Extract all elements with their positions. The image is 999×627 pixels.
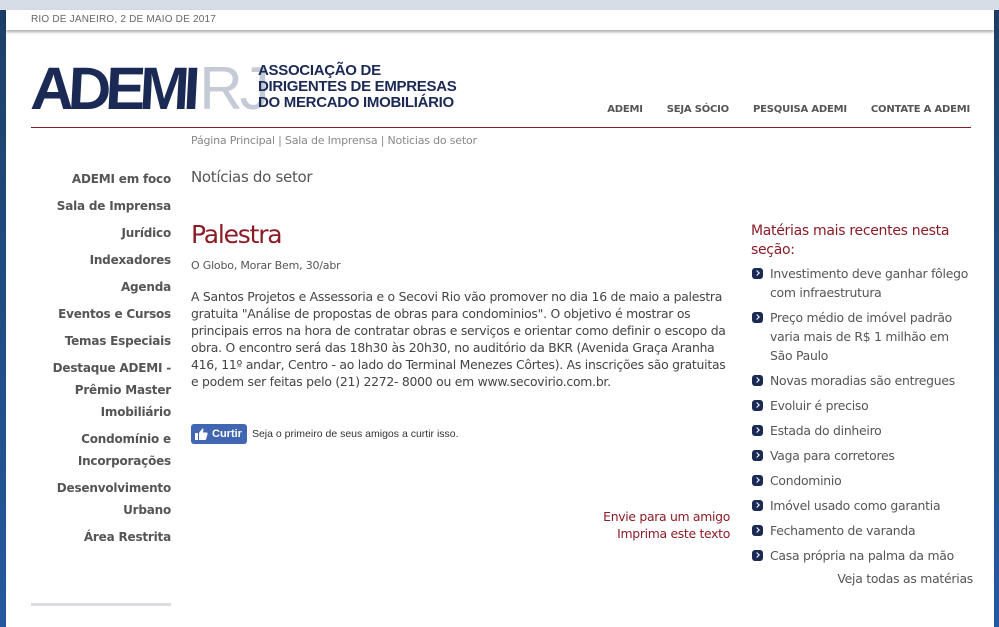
sidebar-nav (31, 168, 171, 553)
chevron-right-icon (752, 475, 763, 486)
chevron-right-icon (752, 500, 763, 511)
recent-article-item[interactable] (751, 546, 973, 565)
facebook-like-widget (191, 424, 459, 444)
recent-article-label: Imóvel usado como garantia (770, 498, 941, 513)
facebook-like-label: Curtir (212, 428, 242, 440)
article-body: A Santos Projetos e Assessoria e o Secovi Rio vão promover no dia 16 de maio a palestra gratuita "Análise de propostas de obras para condominios". O objetivo é mostrar os principais erros na hora de contratar obras e serviços e orientar como definir o escopo da obra. O encontro será das 18h30 às 20h30, no auditório da BKR (Avenida Graça Aranha 416, 11º andar, Centro - ao lado do Terminal Menezes Côrtes). As inscrições são gratuitas e podem ser feitas pelo (21) 2272- 8000 ou em www.secovirio.com.br. (191, 289, 726, 389)
sidebar-item-destaque-ademi[interactable]: Destaque ADEMI - Prêmio Master Imobiliário (52, 361, 171, 419)
top-strip (0, 0, 999, 10)
logo-tagline-line1: ASSOCIAÇÃO DE (258, 62, 381, 79)
recent-article-label: Fechamento de varanda (770, 523, 916, 538)
recent-articles-title: Matérias mais recentes nesta seção: (751, 223, 950, 258)
nav-ademi[interactable]: ADEMI (607, 104, 643, 115)
section-title: Notícias do setor (191, 168, 313, 186)
recent-article-item[interactable] (751, 496, 973, 515)
recent-article-label: Casa própria na palma da mão (770, 548, 954, 563)
logo-mark-ademi: ADEMI (25, 55, 198, 122)
logo-mark-rj: RJ (199, 55, 267, 122)
sidebar-item-area-restrita[interactable]: Área Restrita (83, 530, 171, 544)
chevron-right-icon (752, 375, 763, 386)
ademi-logo[interactable] (25, 55, 267, 122)
chevron-right-icon (752, 525, 763, 536)
recent-articles (751, 222, 973, 586)
top-nav (607, 104, 970, 115)
recent-article-item[interactable] (751, 371, 973, 390)
chevron-right-icon (752, 425, 763, 436)
logo-tagline-line2: DIRIGENTES DE EMPRESAS (258, 78, 457, 95)
article-title: Palestra (191, 220, 282, 249)
logo-tagline-line3: DO MERCADO IMOBILIÁRIO (258, 94, 454, 111)
breadcrumb (191, 134, 477, 147)
nav-pesquisa-ademi[interactable]: PESQUISA ADEMI (753, 104, 847, 115)
breadcrumb-separator: | (377, 134, 388, 147)
sidebar-item-indexadores[interactable]: Indexadores (89, 253, 171, 267)
current-date: RIO DE JANEIRO, 2 DE MAIO DE 2017 (31, 14, 216, 25)
article-source: O Globo, Morar Bem, 30/abr (191, 259, 341, 272)
facebook-like-text: Seja o primeiro de seus amigos a curtir isso. (251, 428, 459, 440)
recent-articles-list (751, 264, 973, 565)
recent-article-label: Estada do dinheiro (770, 423, 882, 438)
chevron-right-icon (752, 450, 763, 461)
recent-article-label: Investimento deve ganhar fôlego com infraestrutura (770, 266, 969, 300)
recent-article-item[interactable] (751, 521, 973, 540)
recent-article-label: Evoluir é preciso (770, 398, 869, 413)
sidebar-item-temas-especiais[interactable]: Temas Especiais (64, 334, 171, 348)
nav-seja-socio[interactable]: SEJA SÓCIO (666, 104, 729, 115)
chevron-right-icon (752, 550, 763, 561)
breadcrumb-sala-de-imprensa[interactable]: Sala de Imprensa (284, 134, 378, 147)
chevron-right-icon (752, 400, 763, 411)
breadcrumb-home[interactable]: Página Principal (191, 134, 275, 147)
breadcrumb-separator: | (274, 134, 285, 147)
see-all-articles-link[interactable]: Veja todas as matérias (837, 571, 973, 586)
sidebar-item-ademi-em-foco[interactable]: ADEMI em foco (71, 172, 171, 186)
sidebar-item-condominio[interactable]: Condomínio e Incorporações (77, 432, 171, 468)
window-edge-left (0, 0, 6, 627)
send-to-friend-link[interactable]: Envie para um amigo (603, 509, 730, 524)
sidebar-item-agenda[interactable]: Agenda (120, 280, 171, 294)
recent-article-label: Condominio (770, 473, 842, 488)
recent-article-item[interactable] (751, 421, 973, 440)
recent-article-item[interactable] (751, 264, 973, 302)
logo-tagline (258, 63, 456, 111)
sidebar-item-sala-de-imprensa[interactable]: Sala de Imprensa (56, 199, 171, 213)
chevron-right-icon (752, 312, 763, 323)
recent-article-label: Vaga para corretores (770, 448, 895, 463)
recent-article-item[interactable] (751, 308, 973, 365)
date-bar (6, 10, 994, 30)
recent-article-item[interactable] (751, 471, 973, 490)
sidebar-divider (31, 603, 171, 606)
recent-article-item[interactable] (751, 396, 973, 415)
thumbs-up-icon (195, 428, 208, 440)
recent-article-label: Preço médio de imóvel padrão varia mais de R$ 1 milhão em São Paulo (770, 310, 952, 363)
recent-article-label: Novas moradias são entregues (770, 373, 955, 388)
recent-article-item[interactable] (751, 446, 973, 465)
sidebar-item-eventos-e-cursos[interactable]: Eventos e Cursos (58, 307, 171, 321)
sidebar-item-desenvolvimento-urbano[interactable]: Desenvolvimento Urbano (56, 481, 171, 517)
chevron-right-icon (752, 268, 763, 279)
window-edge-right (994, 0, 999, 627)
breadcrumb-current: Noticias do setor (387, 134, 477, 147)
sidebar-item-juridico[interactable]: Jurídico (121, 226, 171, 240)
header-divider (31, 127, 971, 128)
nav-contate-a-ademi[interactable]: CONTATE A ADEMI (870, 104, 970, 115)
article-actions (603, 508, 730, 542)
facebook-like-button[interactable] (191, 424, 247, 444)
print-text-link[interactable]: Imprima este texto (617, 526, 730, 541)
